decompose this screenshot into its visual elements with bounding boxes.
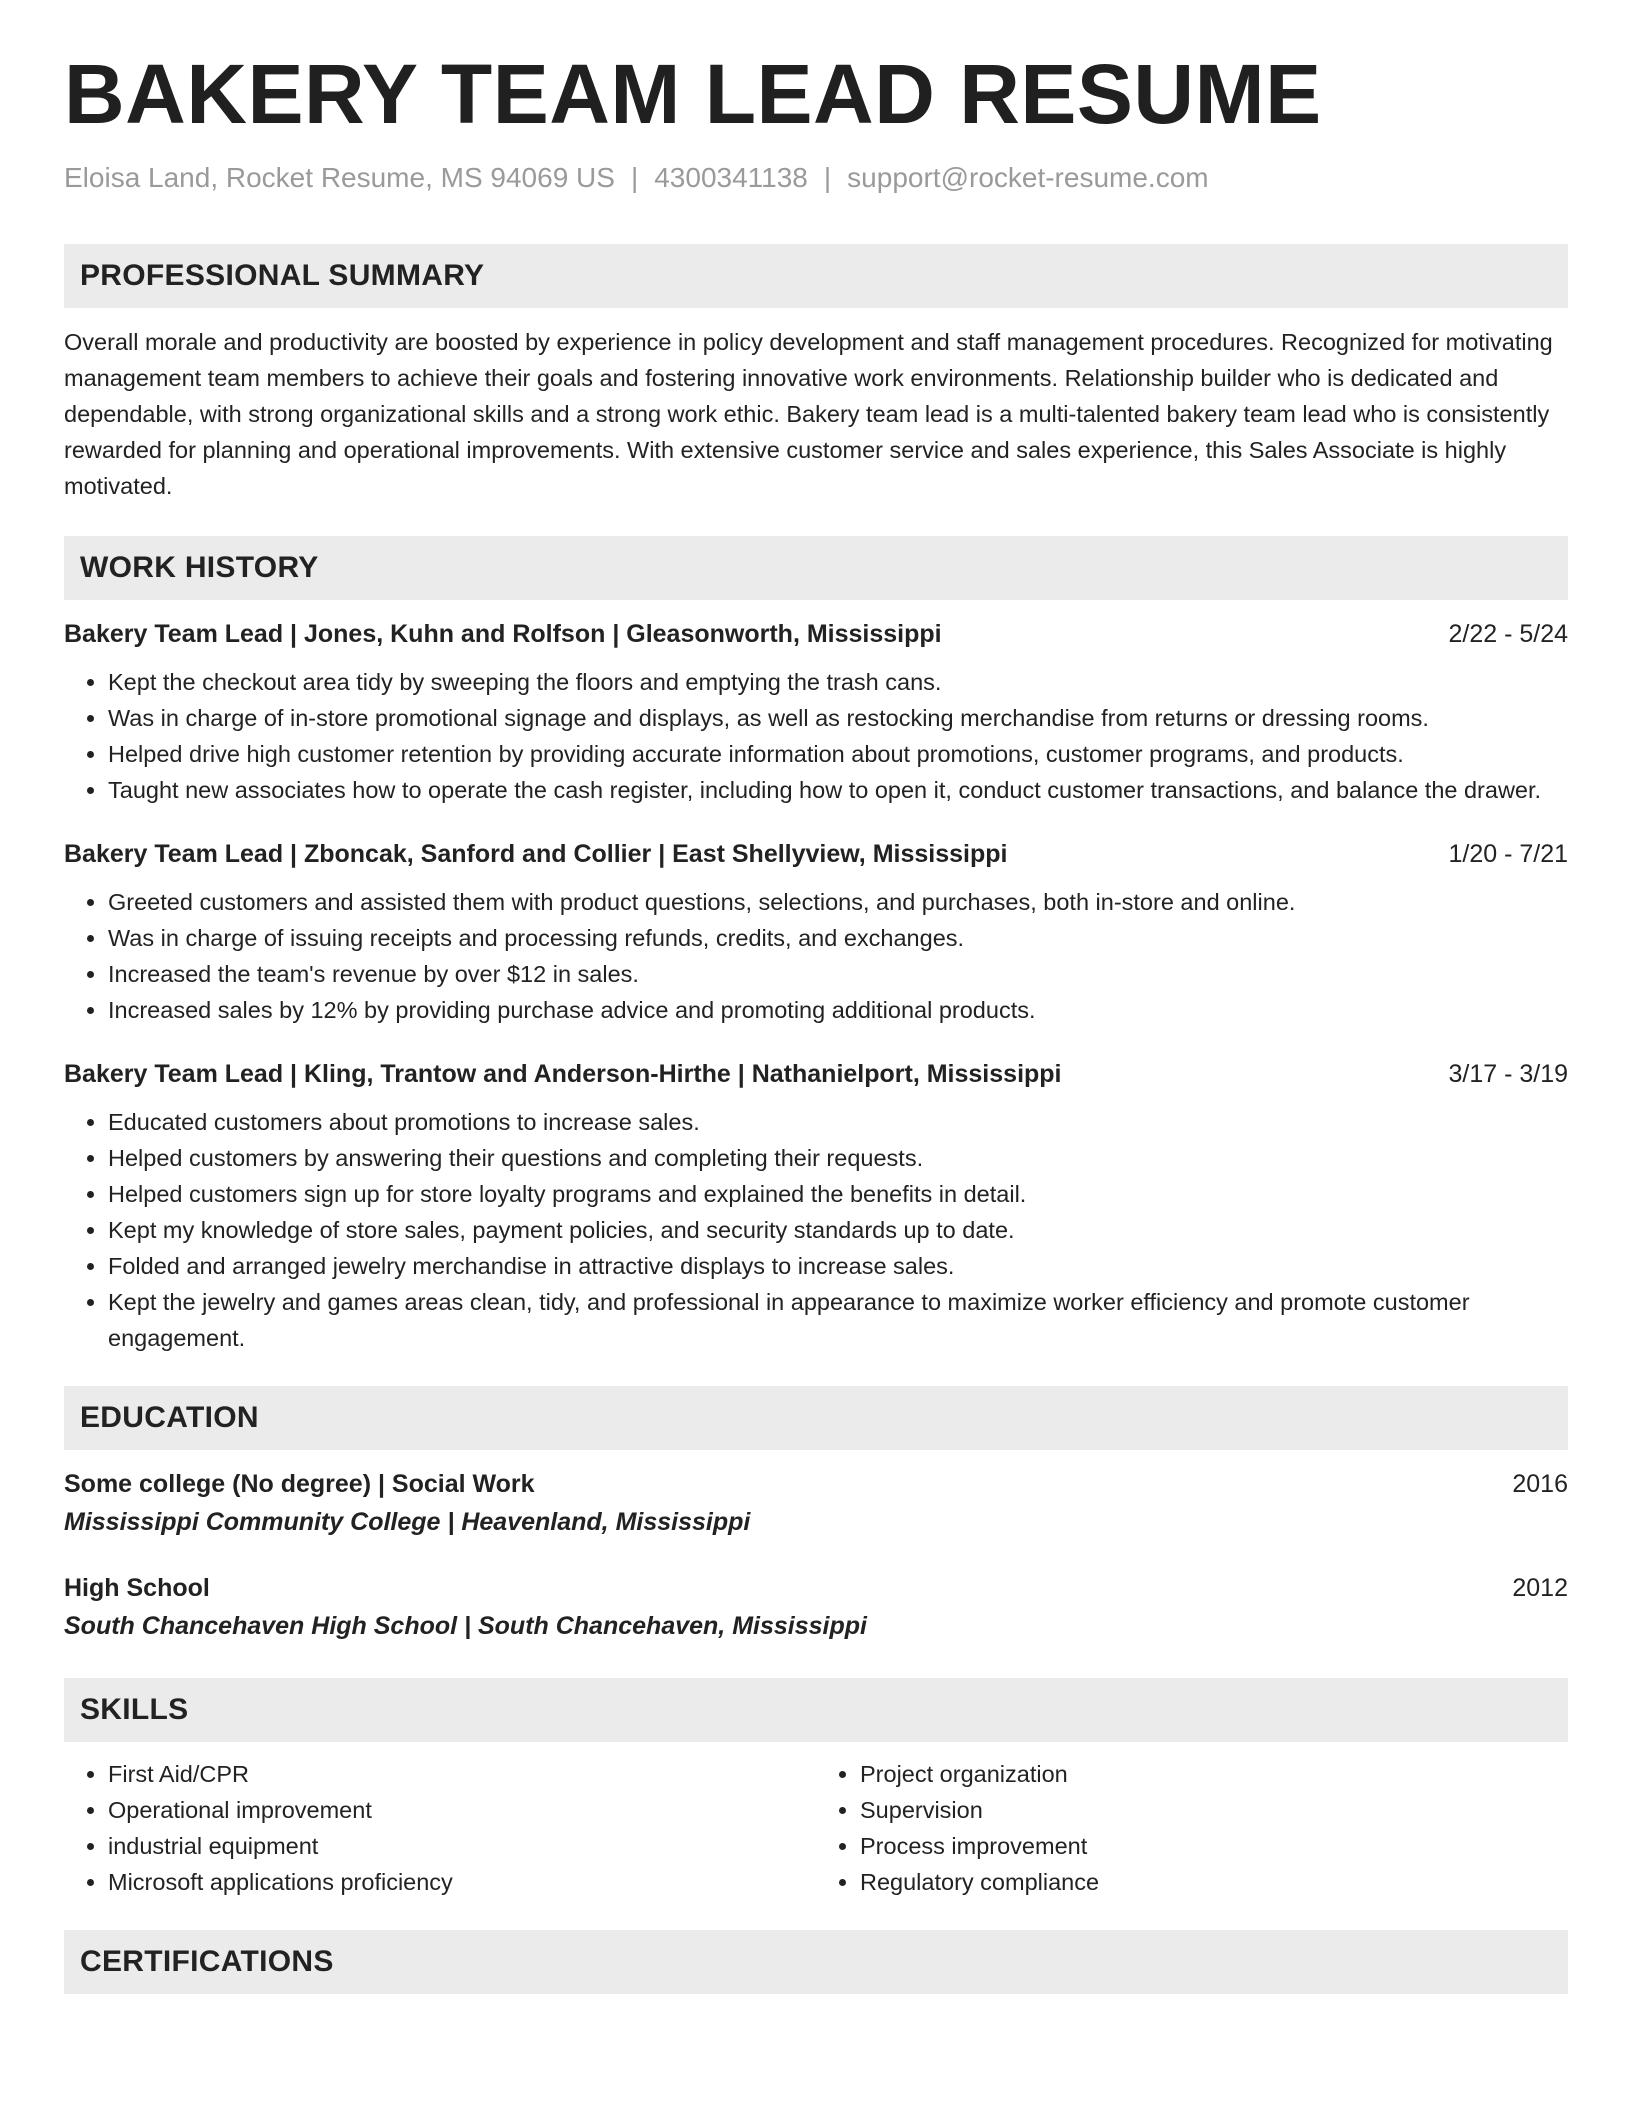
education-year: 2016 bbox=[1512, 1470, 1568, 1498]
job-bullet: • Helped customers by answering their questions and completing their requests. bbox=[108, 1140, 1568, 1176]
job-bullet: • Increased sales by 12% by providing purchase advice and promoting additional products. bbox=[108, 992, 1568, 1028]
job-bullet: • Was in charge of in-store promotional signage and displays, as well as restocking merchandise from returns or dressing rooms. bbox=[108, 700, 1568, 736]
education-entry bbox=[64, 1572, 1568, 1642]
skills-list-left bbox=[64, 1756, 816, 1900]
skill-item: • Operational improvement bbox=[108, 1792, 816, 1828]
education-year: 2012 bbox=[1512, 1574, 1568, 1602]
job-bullet: • Kept the jewelry and games areas clean, tidy, and professional in appearance to maximize worker efficiency and promote customer engagement. bbox=[108, 1284, 1568, 1356]
contact-separator: | bbox=[823, 162, 832, 193]
section-header-education: EDUCATION bbox=[64, 1386, 1568, 1450]
job-entry bbox=[64, 838, 1568, 1028]
skill-item: • industrial equipment bbox=[108, 1828, 816, 1864]
contact-address: Eloisa Land, Rocket Resume, MS 94069 US bbox=[64, 162, 615, 193]
job-entry bbox=[64, 1058, 1568, 1356]
skill-item: • Microsoft applications proficiency bbox=[108, 1864, 816, 1900]
job-bullet: • Helped drive high customer retention by providing accurate information about promotions, customer programs, and products. bbox=[108, 736, 1568, 772]
education-school: Mississippi Community College | Heavenland, Mississippi bbox=[64, 1508, 751, 1536]
job-dates: 3/17 - 3/19 bbox=[1448, 1060, 1568, 1088]
job-heading-row bbox=[64, 618, 1568, 650]
skill-item: • First Aid/CPR bbox=[108, 1756, 816, 1792]
education-heading-row bbox=[64, 1468, 1568, 1500]
education-degree: High School bbox=[64, 1574, 210, 1602]
job-bullet: • Was in charge of issuing receipts and processing refunds, credits, and exchanges. bbox=[108, 920, 1568, 956]
job-bullet: • Greeted customers and assisted them with product questions, selections, and purchases, both in-store and online. bbox=[108, 884, 1568, 920]
section-header-summary: PROFESSIONAL SUMMARY bbox=[64, 244, 1568, 308]
job-bullet: • Taught new associates how to operate the cash register, including how to open it, conduct customer transactions, and balance the drawer. bbox=[108, 772, 1568, 808]
contact-email: support@rocket-resume.com bbox=[847, 162, 1209, 193]
job-heading-row bbox=[64, 838, 1568, 870]
skills-grid bbox=[64, 1742, 1568, 1900]
summary-text: Overall morale and productivity are boosted by experience in policy development and staff management procedures. Recognized for motivating management team members to achieve their goals and fostering innovative work environments. Relationship builder who is dedicated and dependable, with strong organizational skills and a strong work ethic. Bakery team lead is a multi-talented bakery team lead who is consistently rewarded for planning and operational improvements. With extensive customer service and sales experience, this Sales Associate is highly motivated. bbox=[64, 329, 1553, 499]
contact-separator: | bbox=[630, 162, 639, 193]
education-degree: Some college (No degree) | Social Work bbox=[64, 1470, 535, 1498]
skill-item: • Supervision bbox=[860, 1792, 1568, 1828]
skills-list-right bbox=[816, 1756, 1568, 1900]
job-bullet: • Kept the checkout area tidy by sweeping the floors and emptying the trash cans. bbox=[108, 664, 1568, 700]
education-school: South Chancehaven High School | South Chancehaven, Mississippi bbox=[64, 1612, 867, 1640]
skill-item: • Project organization bbox=[860, 1756, 1568, 1792]
job-bullet: • Folded and arranged jewelry merchandise in attractive displays to increase sales. bbox=[108, 1248, 1568, 1284]
job-bullet: • Increased the team's revenue by over $12 in sales. bbox=[108, 956, 1568, 992]
section-header-certifications: CERTIFICATIONS bbox=[64, 1930, 1568, 1994]
skill-item: • Process improvement bbox=[860, 1828, 1568, 1864]
skill-item: • Regulatory compliance bbox=[860, 1864, 1568, 1900]
job-title: Bakery Team Lead | Jones, Kuhn and Rolfson | Gleasonworth, Mississippi bbox=[64, 620, 942, 648]
section-header-skills: SKILLS bbox=[64, 1678, 1568, 1742]
job-bullet-list bbox=[64, 664, 1568, 808]
job-title: Bakery Team Lead | Kling, Trantow and Anderson-Hirthe | Nathanielport, Mississippi bbox=[64, 1060, 1062, 1088]
job-dates: 1/20 - 7/21 bbox=[1448, 840, 1568, 868]
job-bullet-list bbox=[64, 1104, 1568, 1356]
job-bullet-list bbox=[64, 884, 1568, 1028]
job-title: Bakery Team Lead | Zboncak, Sanford and Collier | East Shellyview, Mississippi bbox=[64, 840, 1008, 868]
page-title: BAKERY TEAM LEAD RESUME bbox=[64, 47, 1322, 141]
job-heading-row bbox=[64, 1058, 1568, 1090]
section-header-work-history: WORK HISTORY bbox=[64, 536, 1568, 600]
job-bullet: • Educated customers about promotions to increase sales. bbox=[108, 1104, 1568, 1140]
job-bullet: • Helped customers sign up for store loyalty programs and explained the benefits in detail. bbox=[108, 1176, 1568, 1212]
education-heading-row bbox=[64, 1572, 1568, 1604]
education-entry bbox=[64, 1468, 1568, 1538]
job-dates: 2/22 - 5/24 bbox=[1448, 620, 1568, 648]
contact-phone: 4300341138 bbox=[654, 162, 808, 193]
contact-line bbox=[64, 162, 1568, 194]
job-entry bbox=[64, 618, 1568, 808]
job-bullet: • Kept my knowledge of store sales, payment policies, and security standards up to date. bbox=[108, 1212, 1568, 1248]
